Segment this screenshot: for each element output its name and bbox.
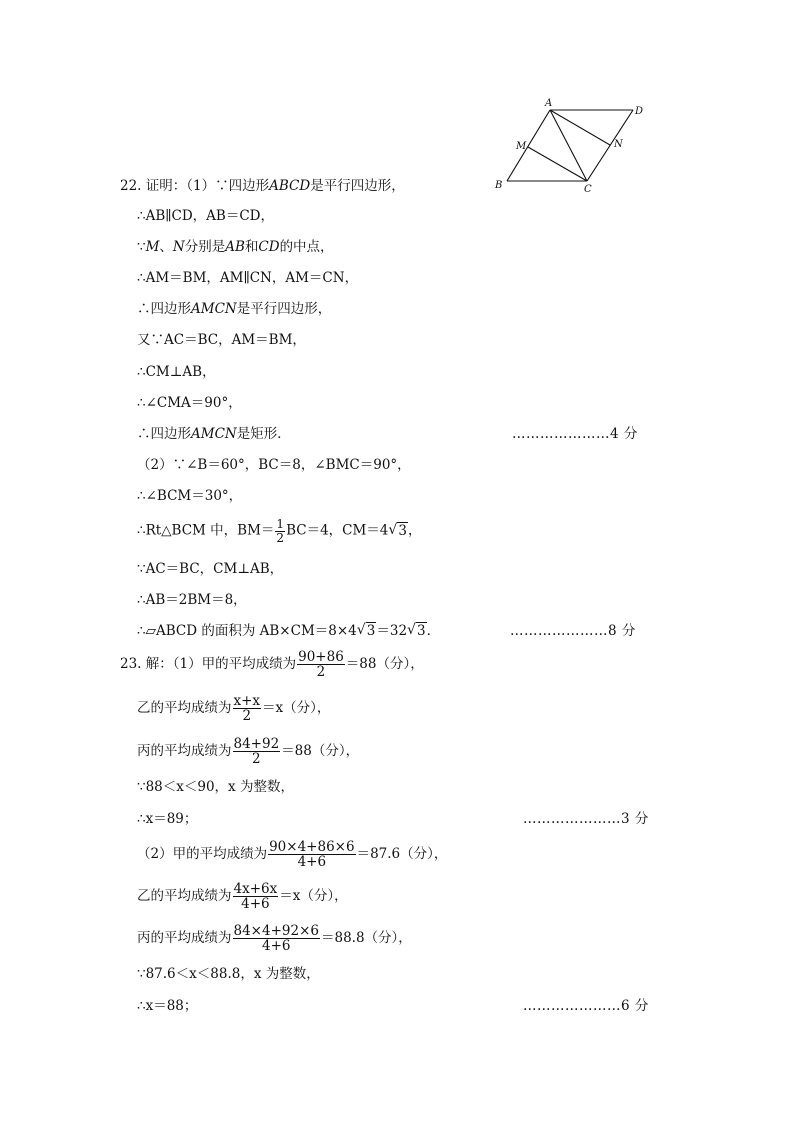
q22-score-2: …………………8 分 [510,623,636,639]
fraction: $\frac{84+92}{2}$ [233,736,280,768]
fraction: $\frac{84\times 4+92\times 6}{4+6}$ [233,923,319,955]
label-d: D [635,106,644,117]
q22-line-12: ∴Rt△BCM 中，BM＝ $\frac{1}{2}$ BC＝4，CM＝4 √ 3， [137,517,422,545]
label-a: A [545,98,553,109]
q23-line-1: 23. 解：（1）甲的平均成绩为 $\frac{90+86}{2}$ ＝88（分）， [120,649,424,681]
q23-line-7: 乙的平均成绩为 $\frac{4x+6x}{4+6}$ ＝x（分）， [137,881,348,913]
label-c: C [584,184,592,195]
q22-line-13: ∵AC＝BC，CM⊥AB， [137,561,284,577]
q23-line-6: （2）甲的平均成绩为 $\frac{90\times 4+86\times 6}{4+6}$ ＝87.6（分）， [137,839,448,871]
label-b: B [495,180,503,191]
q23-line-2: 乙的平均成绩为 $\frac{x+x}{2}$ ＝x（分）， [137,693,331,725]
sqrt-3: √ 3 [356,622,376,639]
q22-line-5: ∴四边形AMCN是平行四边形， [137,301,332,317]
label-n: N [614,139,623,150]
q23-line-4: ∵88＜x＜90，x 为整数， [137,779,294,795]
q22-line-9: ∴四边形AMCN是矩形． [137,426,291,442]
q23-line-10: ∴x＝88； [137,998,198,1014]
q23-number: 23. [120,656,142,673]
edge-ab [507,110,550,181]
q22-number: 22. [120,178,142,194]
q22-line-10: （2）∵∠B＝60°，BC＝8，∠BMC＝90°， [137,457,411,473]
sqrt-3: √ 3 [407,622,426,639]
q22-line-14: ∴AB＝2BM＝8， [137,592,247,608]
q23-line-3: 丙的平均成绩为 $\frac{84+92}{2}$ ＝88（分）， [137,736,360,768]
q22-line-7: ∴CM⊥AB， [137,364,216,380]
q22-score-1: …………………4 分 [512,426,638,442]
fraction: $\frac{4x+6x}{4+6}$ [233,881,278,913]
fraction: $\frac{x+x}{2}$ [233,693,261,725]
q23-line-9: ∵87.6＜x＜88.8，x 为整数， [137,966,320,982]
q23-score-2: …………………6 分 [523,998,649,1014]
label-m: M [516,141,527,152]
q22-line-11: ∴∠BCM＝30°， [137,488,243,504]
q23-score-1: …………………3 分 [523,811,649,827]
q22-line-8: ∴∠CMA＝90°， [137,395,242,411]
fraction: $\frac{90\times 4+86\times 6}{4+6}$ [269,839,355,871]
q23-line-5: ∴x＝89； [137,811,198,827]
parallelogram-figure [490,92,650,197]
edge-cd [587,110,633,181]
q22-line-2: ∴AB∥CD，AB＝CD， [137,208,274,224]
q22-line-3: ∵M、N分别是AB和CD的中点， [137,239,334,255]
q22-line-6: 又∵AC＝BC，AM＝BM， [137,332,306,348]
q22-line-15: ∴▱ABCD 的面积为 AB×CM＝8×4 √ 3＝32 √ 3． [137,622,441,639]
q22-line-4: ∴AM＝BM，AM∥CN，AM＝CN， [137,270,359,286]
fraction: $\frac{90+86}{2}$ [298,649,344,681]
q22-heading: 22. 证明：（1）∵四边形ABCD是平行四边形， [120,178,405,194]
sqrt-3: √ 3 [388,521,407,539]
q23-line-8: 丙的平均成绩为 $\frac{84\times 4+92\times 6}{4+6}$ ＝88.8（分）， [137,923,412,955]
fraction-one-half: $\frac{1}{2}$ [276,517,285,545]
